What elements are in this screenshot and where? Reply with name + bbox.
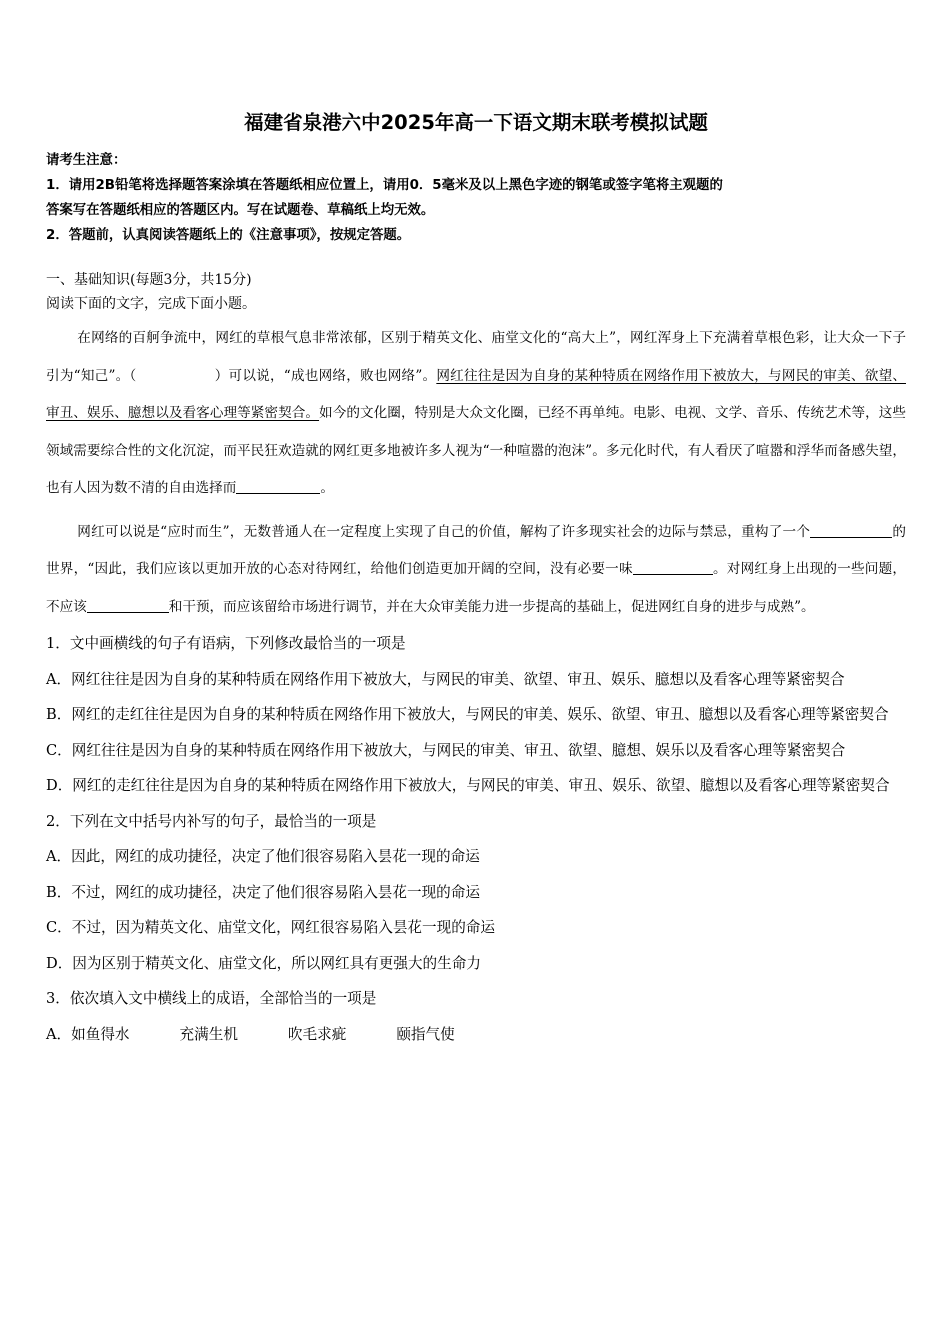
passage-text: 。对网红身上出现的一些问题，不应该 [46, 561, 907, 615]
notice-item-1-line-1: 1．请用2B铅笔将选择题答案涂填在答题纸相应位置上，请用0．5毫米及以上黑色字迹的钢笔或签字笔将主观题的 [46, 178, 723, 193]
fill-blank-2 [810, 523, 892, 538]
fill-blank-3 [633, 560, 713, 575]
notice-block [46, 148, 906, 248]
option-label: A． [46, 1025, 72, 1043]
question-1-option-a: A．网红往往是因为自身的某种特质在网络作用下被放大，与网民的审美、欲望、审丑、娱乐、臆想以及看客心理等紧密契合 [46, 670, 845, 688]
passage-text: 网红可以说是“应时而生”，无数普通人在一定程度上实现了自己的价值，解构了许多现实社会的边际与禁忌，重构了一个 [77, 523, 811, 540]
fill-blank-4 [87, 598, 169, 613]
question-2-option-c: C．不过，因为精英文化、庙堂文化，网红很容易陷入昙花一现的命运 [46, 919, 495, 936]
question-2-option-d: D．因为区别于精英文化、庙堂文化，所以网红具有更强大的生命力 [46, 954, 481, 972]
question-2-option-b: B．不过，网红的成功捷径，决定了他们很容易陷入昙花一现的命运 [46, 883, 480, 901]
exam-page [46, 108, 906, 1052]
passage-text: 如今的文化圈，特别是大众文化圈，已经不再单纯。电影、电视、文学、音乐、传统艺术等，这些领域需要综合性的文化沉淀，而平民狂欢造就的网红更多地被许多人视为“一种喧嚣的泡沫”。多元化时代，有人看厌了喧嚣和浮华而备感失望，也有人因为数不清的自由选择而 [46, 405, 907, 496]
section-instruction: 阅读下面的文字，完成下面小题。 [46, 296, 256, 312]
idiom: 吹毛求疵 [287, 1025, 347, 1043]
question-1-option-d: D．网红的走红往往是因为自身的某种特质在网络作用下被放大，与网民的审美、审丑、娱乐、欲望、臆想以及看客心理等紧密契合 [46, 777, 890, 794]
idiom: 颐指气使 [396, 1025, 455, 1043]
question-2-option-a: A．因此，网红的成功捷径，决定了他们很容易陷入昙花一现的命运 [46, 848, 480, 865]
question-2-stem: 2．下列在文中括号内补写的句子，最恰当的一项是 [46, 812, 377, 830]
idiom: 如鱼得水 [71, 1025, 130, 1043]
page-title: 福建省泉港六中2025年高一下语文期末联考模拟试题 [244, 111, 708, 134]
question-1-option-b: B．网红的走红往往是因为自身的某种特质在网络作用下被放大，与网民的审美、娱乐、欲望、审丑、臆想以及看客心理等紧密契合 [46, 706, 889, 723]
notice-item-2: 2．答题前，认真阅读答题纸上的《注意事项》，按规定答题。 [46, 228, 411, 243]
passage-text: ）可以说，“成也网络，败也网络”。 [214, 367, 437, 384]
notice-item-1-line-2: 答案写在答题纸相应的答题区内。写在试题卷、草稿纸上均无效。 [46, 203, 435, 218]
passage-paragraph-2 [46, 514, 906, 627]
question-1-stem: 1．文中画横线的句子有语病，下列修改最恰当的一项是 [46, 635, 406, 652]
passage-paragraph-1 [46, 320, 906, 508]
passage-text: 在网络的百舸争流中，网红的草根气息非常浓郁，区别于精英文化、庙堂文化的“高大上”，网红浑身上下充满着草根色彩，让大众一下子引为“知己”。（ [46, 330, 906, 384]
passage-text: 的世界，“因此，我们应该以更加开放的心态对待网红，给他们创造更加开阔的空间，没有必要一味 [46, 523, 906, 577]
underlined-sentence: 网红往往是因为自身的某种特质在网络作用下被放大，与网民的审美、欲望、审丑、娱乐、臆想以及看客心理等紧密契合。 [46, 367, 906, 421]
idiom: 充满生机 [179, 1025, 238, 1043]
fill-blank-1 [236, 479, 320, 494]
notice-heading: 请考生注意： [46, 153, 127, 168]
question-3-option-a [46, 1017, 906, 1053]
section-heading: 一、基础知识(每题3分，共15分) [46, 272, 252, 288]
passage-text: 。 [320, 480, 334, 496]
passage-text: 和干预，而应该留给市场进行调节，并在大众审美能力进一步提高的基础上，促进网红自身的进步与成熟”。 [168, 598, 815, 615]
question-1-option-c: C．网红往往是因为自身的某种特质在网络作用下被放大，与网民的审美、审丑、欲望、臆想、娱乐以及看客心理等紧密契合 [46, 741, 846, 759]
question-3-stem: 3．依次填入文中横线上的成语，全部恰当的一项是 [46, 990, 377, 1007]
question-list [46, 626, 906, 1052]
